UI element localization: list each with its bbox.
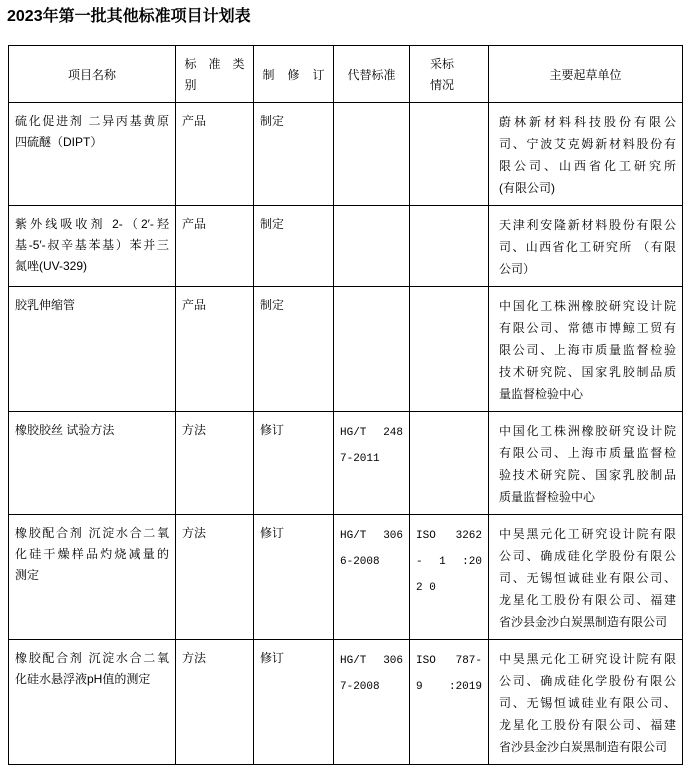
cell-standard-category: 方法 [176,640,254,765]
project-name-line1: 紫外线吸收剂 2-（2′-羟 [15,217,169,231]
cell-adoption-status [410,640,489,765]
header-standard-category-line1: 标准类 [184,57,245,71]
header-drafting-units-label: 主要起草单位 [549,67,622,82]
cell-project-name [9,412,176,515]
cell-standard-category: 产品 [176,103,254,206]
cell-replaced-standard [334,412,410,515]
drafting-units-line1: 天津利安隆新材料股份有限公 [499,218,676,232]
cell-adoption-status [410,206,489,287]
drafting-units-line2: 司、宁波艾克姆新材料股份有 [499,137,676,151]
cell-drafting-units [489,206,683,287]
drafting-units-line5: 省沙县金沙白炭黑制造有限公司 [499,615,668,629]
header-replaced-standard [334,46,410,103]
drafting-units-line2: 司、山西省化工研究所 （有限 [499,240,676,254]
drafting-units-line5: 省沙县金沙白炭黑制造有限公司 [499,740,668,754]
cell-adoption-status [410,287,489,412]
header-revision-type [254,46,334,103]
cell-standard-category: 产品 [176,206,254,287]
cell-revision-type: 制定 [254,103,334,206]
project-name-line1: 胶乳伸缩管 [15,298,76,312]
table-row [9,412,683,515]
project-name-line3: 测定 [15,568,40,582]
replaced-standard-line1: HG/T 306 [340,530,403,542]
drafting-units-line2: 有限公司、常德市博鲸工贸有 [499,321,676,335]
header-adoption-status-line1: 采标 [430,57,455,71]
drafting-units-line1: 中国化工株洲橡胶研究设计院 [499,299,676,313]
project-name-line1: 橡胶胶丝 试验方法 [15,423,115,437]
drafting-units-line3: 限公司、上海市质量监督检验 [499,343,676,357]
project-name-line2: 基-5′-叔辛基苯基）苯并三 [15,238,169,252]
drafting-units-line1: 中昊黑元化工研究设计院有限 [499,527,676,541]
project-name-line1: 橡胶配合剂 沉淀水合二氧 [15,651,169,665]
header-project-name-label: 项目名称 [67,67,116,82]
project-name-line2: 四硫醚（DIPT） [15,135,103,149]
header-project-name [9,46,176,103]
cell-drafting-units [489,412,683,515]
cell-revision-type: 修订 [254,640,334,765]
cell-replaced-standard [334,640,410,765]
table-row [9,515,683,640]
drafting-units-line3: 限公司、山西省化工研究所 [499,159,676,173]
replaced-standard-line1: HG/T 248 [340,427,403,439]
cell-adoption-status [410,103,489,206]
cell-revision-type: 制定 [254,287,334,412]
table-row [9,640,683,765]
header-standard-category [176,46,254,103]
cell-project-name [9,640,176,765]
header-revision-type-label: 制修订 [262,67,325,82]
cell-project-name [9,287,176,412]
standards-plan-table [8,45,683,765]
cell-drafting-units [489,103,683,206]
drafting-units-line2: 公司、确成硅化学股份有限公 [499,549,676,563]
drafting-units-line5: 量监督检验中心 [499,387,584,401]
header-adoption-status-line2: 情况 [430,78,455,92]
drafting-units-line3: 验技术研究院、国家乳胶制品 [499,468,676,482]
cell-standard-category: 产品 [176,287,254,412]
table-header-row [9,46,683,103]
drafting-units-line2: 有限公司、上海市质量监督检 [499,446,676,460]
cell-drafting-units [489,287,683,412]
drafting-units-line1: 蔚林新材料科技股份有限公 [499,115,676,129]
header-drafting-units [489,46,683,103]
table-row [9,287,683,412]
adoption-status-line2: - 1 :20 [416,556,482,568]
table-row [9,206,683,287]
replaced-standard-line2: 6-2008 [340,556,380,568]
cell-revision-type: 修订 [254,515,334,640]
cell-replaced-standard [334,287,410,412]
drafting-units-line3: 司、无锡恒诚硅业有限公司、 [499,571,676,585]
replaced-standard-line2: 7-2008 [340,681,380,693]
drafting-units-line1: 中昊黑元化工研究设计院有限 [499,652,676,666]
cell-drafting-units [489,515,683,640]
drafting-units-line4: 技术研究院、国家乳胶制品质 [499,365,676,379]
cell-revision-type: 制定 [254,206,334,287]
adoption-status-line1: ISO 787- [416,655,482,667]
cell-project-name [9,103,176,206]
header-adoption-status [410,46,489,103]
project-name-line2: 化硅干燥样品灼烧减量的 [15,547,169,561]
header-standard-category-line2: 别 [184,78,197,92]
drafting-units-line4: (有限公司) [499,181,555,195]
cell-replaced-standard [334,206,410,287]
adoption-status-line1: ISO 3262 [416,530,482,542]
project-name-line1: 橡胶配合剂 沉淀水合二氧 [15,526,169,540]
project-name-line3: 氮唑(UV-329) [15,259,88,273]
cell-revision-type: 修订 [254,412,334,515]
cell-replaced-standard [334,103,410,206]
cell-replaced-standard [334,515,410,640]
cell-project-name [9,515,176,640]
drafting-units-line4: 质量监督检验中心 [499,490,596,504]
drafting-units-line2: 公司、确成硅化学股份有限公 [499,674,676,688]
drafting-units-line3: 公司） [499,262,536,276]
cell-project-name [9,206,176,287]
replaced-standard-line2: 7-2011 [340,453,380,465]
cell-adoption-status [410,412,489,515]
project-name-line1: 硫化促进剂 二异丙基黄原 [15,114,169,128]
cell-drafting-units [489,640,683,765]
drafting-units-line1: 中国化工株洲橡胶研究设计院 [499,424,676,438]
drafting-units-line3: 司、无锡恒诚硅业有限公司、 [499,696,676,710]
drafting-units-line4: 龙星化工股份有限公司、福建 [499,593,676,607]
adoption-status-line2: 9 :2019 [416,681,482,693]
replaced-standard-line1: HG/T 306 [340,655,403,667]
drafting-units-line4: 龙星化工股份有限公司、福建 [499,718,676,732]
cell-standard-category: 方法 [176,515,254,640]
cell-adoption-status [410,515,489,640]
cell-standard-category: 方法 [176,412,254,515]
header-replaced-standard-label: 代替标准 [347,67,396,82]
adoption-status-line3: 2 0 [416,582,436,594]
page-title: 2023年第一批其他标准项目计划表 [7,8,251,25]
project-name-line2: 化硅水悬浮液pH值的测定 [15,672,151,686]
table-row [9,103,683,206]
